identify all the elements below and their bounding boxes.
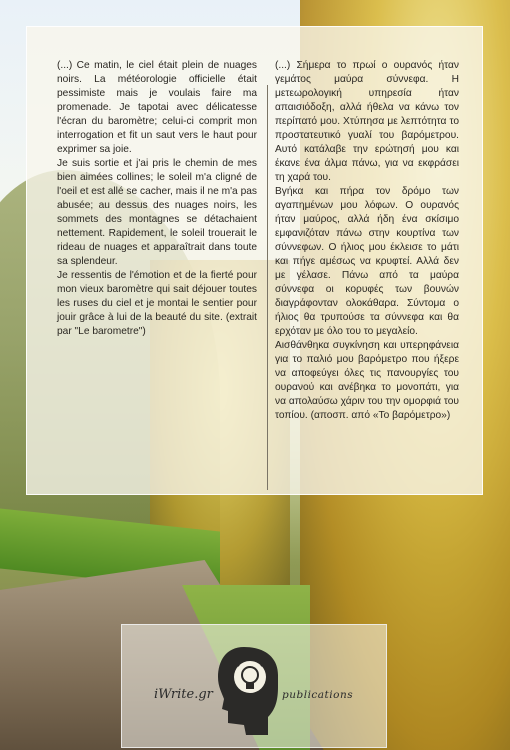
column-divider: [267, 85, 268, 490]
head-lightbulb-icon: [214, 643, 280, 737]
greek-column: [275, 59, 459, 423]
french-column: [57, 59, 257, 339]
text-panel: [26, 26, 483, 495]
brand-tagline: publications: [282, 689, 354, 701]
brand-name: iWrite.gr: [154, 687, 213, 702]
paragraph: Αισθάνθηκα συγκίνηση και υπερηφάνεια για το παλιό μου βαρόμετρο που ήξερε να αποφεύγει όλες τις πανουργίες του ουρανού και ανέβηκα το μονοπάτι, για να απολαύσω χάριν του την ομορφιά του τοπίου. (αποσπ. από «Το βαρόμετρο»): [275, 340, 459, 421]
paragraph: Je suis sortie et j'ai pris le chemin de mes bien aimées collines; le soleil m'a cligné de l'oeil et est allé se cacher, mais il ne m'a pas abusée; au dessus des nuages noirs, les sommets des montagnes se détachaient nettement. Rapidement, le soleil trouerait le rideau de nuages et apparaîtrait dans toute sa splendeur.: [57, 158, 257, 267]
paragraph: Je ressentis de l'émotion et de la fierté pour mon vieux baromètre qui sait déjouer toutes les ruses du ciel et je montai le sentier pour jouir grâce à lui de la beauté du site. (extrait par "Le barometre"): [57, 270, 257, 337]
paragraph: Βγήκα και πήρα τον δρόμο των αγαπημένων μου λόφων. Ο ουρανός ήταν μαύρος, αλλά ήδη ένα σκίσιμο εμφανιζόταν πάνω στην κουρτίνα των σύννεφων. Ο ήλιος μου έκλεισε το μάτι και πήγε αμέσως να κρυφτεί. Αλλά δεν με γέλασε. Πάνω από τα μαύρα σύννεφα οι κορυφές των βουνών διαγράφονταν ολοκάθαρα. Σύντομα ο ήλιος θα τρυπούσε τα σύννεφα και θα ερχόταν με όλο του το μεγαλείο.: [275, 186, 459, 337]
paragraph: (...) Σήμερα το πρωί ο ουρανός ήταν γεμάτος μαύρα σύννεφα. Η μετεωρολογική υπηρεσία ήταν απαισιόδοξη, αλλά ήθελα να κάνω τον περίπατό μου. Χτύπησα με λεπτότητα το προστατευτικό γυαλί του βαρόμετρου. Αυτό κατάλαβε την ερώτησή μου και έκανε ένα άλμα πάνω, για να εκφράσει τη χαρά του.: [275, 60, 459, 183]
publisher-logo: [121, 624, 387, 748]
paragraph: (...) Ce matin, le ciel était plein de nuages noirs. La météorologie officielle était pessimiste mais je voulais faire ma promenade. Je tapotai avec délicatesse l'écran du baromètre; celui-ci comprit mon interrogation et fit un saut vers le haut pour exprimer sa joie.: [57, 60, 257, 155]
